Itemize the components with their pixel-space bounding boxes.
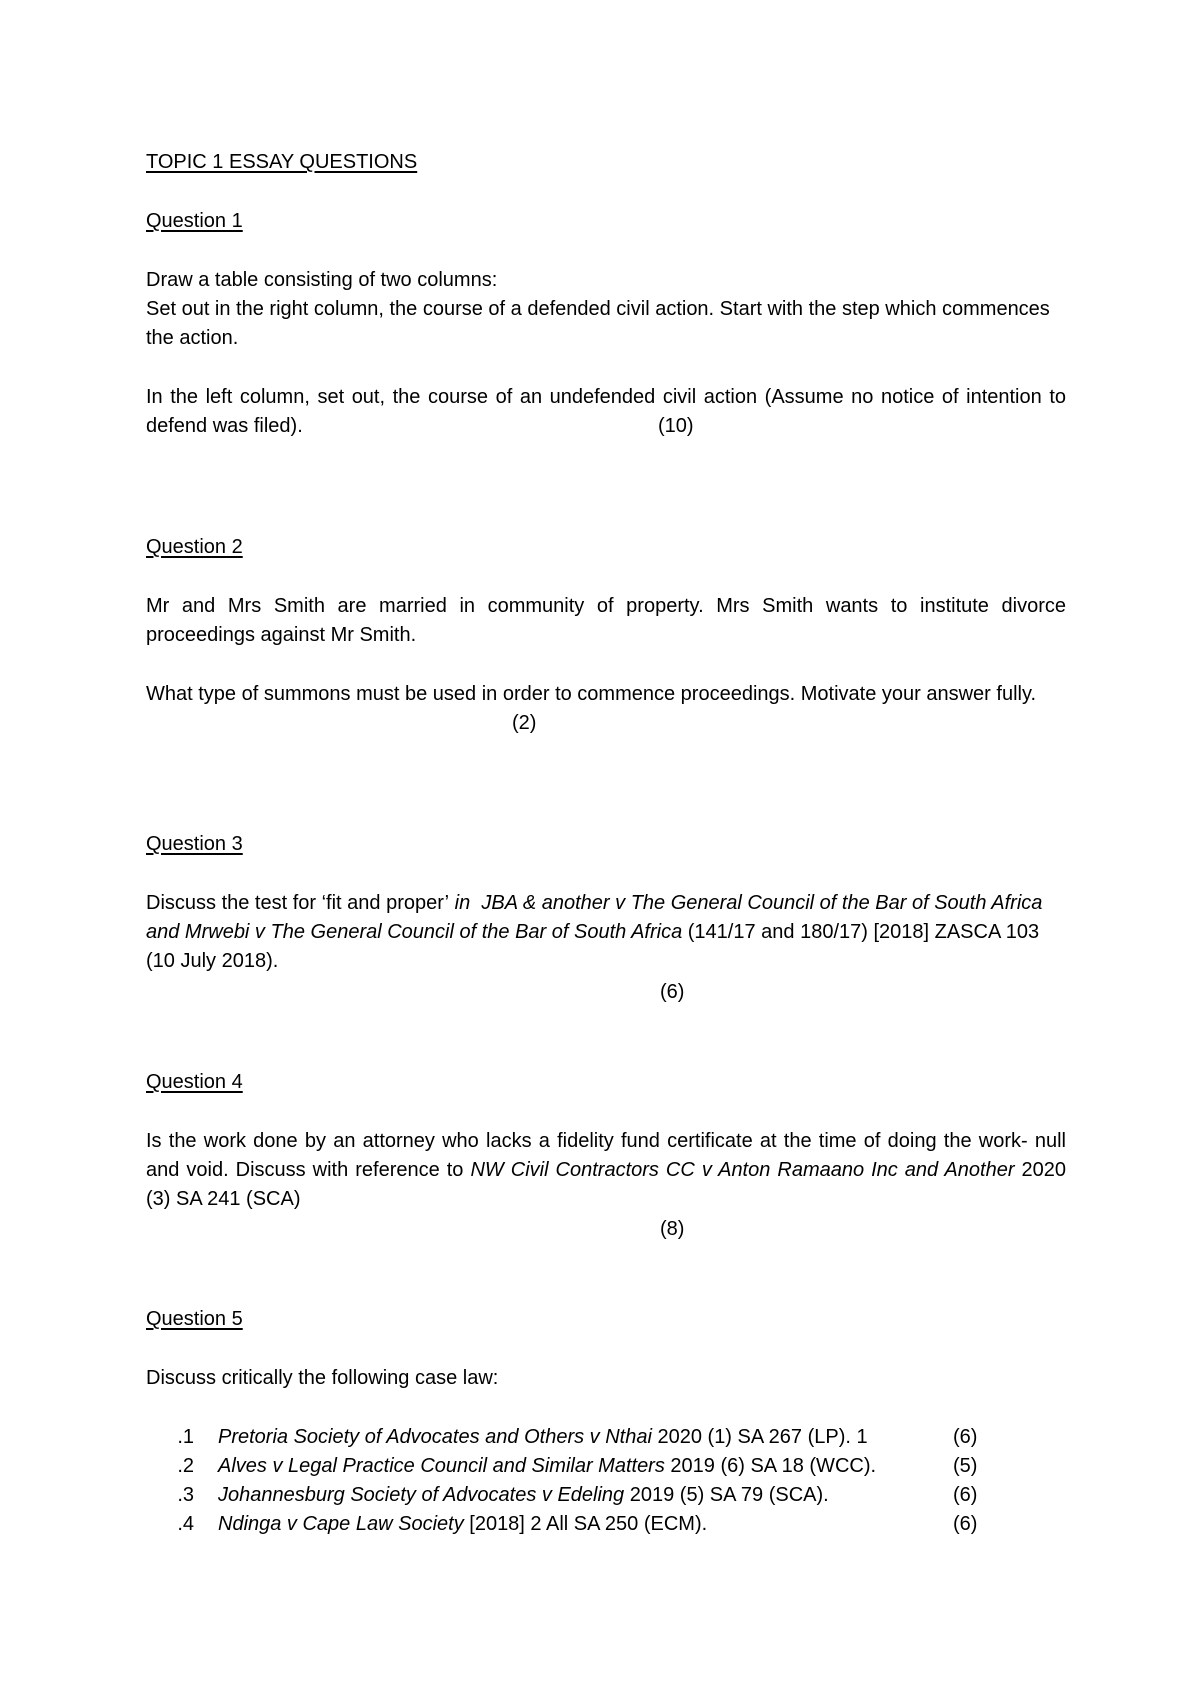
question-4-mark: (8) <box>660 1218 685 1240</box>
question-1-heading: Question 1 <box>146 210 243 232</box>
question-2-heading: Question 2 <box>146 536 243 558</box>
question-2-mark: (2) <box>512 712 537 734</box>
question-2-paragraph-1: Mr and Mrs Smith are married in community of property. Mrs Smith wants to institute divorce proceedings against Mr Smith. <box>146 595 1066 646</box>
question-3-text-b: in <box>449 892 476 914</box>
list-item-text <box>218 1510 707 1539</box>
case-law-list <box>146 1423 1066 1539</box>
question-4-citation: 2020 (3) SA 241 (SCA) <box>146 1159 1066 1210</box>
question-1-paragraph-2 <box>146 383 1066 441</box>
list-item: 2. Alves v Legal Practice Council and Similar Matters 2019 (6) SA 18 (WCC). (5) <box>146 1452 1066 1481</box>
list-item-text <box>218 1423 868 1452</box>
question-3-heading: Question 3 <box>146 833 243 855</box>
question-3-citation: (141/17 and 180/17) [2018] ZASCA 103 (10 July 2018). <box>146 921 1040 972</box>
question-5-heading: Question 5 <box>146 1308 243 1330</box>
question-4-paragraph <box>146 1127 1066 1214</box>
list-item-citation: 2020 (1) SA 267 (LP). 1 <box>651 1426 868 1448</box>
question-1-mark: (10) <box>658 415 694 437</box>
list-item: 3. Johannesburg Society of Advocates v Edeling 2019 (5) SA 79 (SCA). (6) <box>146 1481 1066 1510</box>
question-3-case-name: JBA & another v The General Council of the Bar of South Africa and Mrwebi v The General Council of the Bar of South Africa <box>146 892 1043 943</box>
list-item-text <box>218 1481 829 1510</box>
list-item-mark: (6) <box>953 1426 978 1448</box>
question-1-line: Draw a table consisting of two columns: <box>146 269 498 291</box>
list-item-citation: 2019 (6) SA 18 (WCC). <box>664 1455 877 1477</box>
list-item: 4. Ndinga v Cape Law Society [2018] 2 All SA 250 (ECM). (6) <box>146 1510 1066 1539</box>
question-3-mark: (6) <box>660 981 685 1003</box>
list-item-citation: 2019 (5) SA 79 (SCA). <box>624 1484 829 1506</box>
question-3-text-a: Discuss the test for ‘fit and proper’ <box>146 892 450 914</box>
list-item-mark: (6) <box>953 1513 978 1535</box>
list-item-case: Johannesburg Society of Advocates v Edeling <box>218 1484 625 1506</box>
question-2-paragraph-2: What type of summons must be used in order to commence proceedings. Motivate your answer fully. <box>146 683 1037 705</box>
question-1-paragraph-1: Set out in the right column, the course of a defended civil action. Start with the step which commences the action. <box>146 298 1050 349</box>
question-1-paragraph-2-text: In the left column, set out, the course of an undefended civil action (Assume no notice of intention to defend was filed). <box>146 386 1066 437</box>
list-item-case: Pretoria Society of Advocates and Others v Nthai <box>218 1426 652 1448</box>
list-item-mark: (5) <box>953 1455 978 1477</box>
list-item-text <box>218 1452 876 1481</box>
list-item-citation: [2018] 2 All SA 250 (ECM). <box>463 1513 708 1535</box>
list-item-case: Ndinga v Cape Law Society <box>218 1513 464 1535</box>
list-item-mark: (6) <box>953 1484 978 1506</box>
question-4-text-a: Is the work done by an attorney who lacks a fidelity fund certificate at the time of doing the work- null and void. Discuss with reference to <box>146 1130 1066 1181</box>
list-item: 1. Pretoria Society of Advocates and Others v Nthai 2020 (1) SA 267 (LP). 1 (6) <box>146 1423 1066 1452</box>
document-title: TOPIC 1 ESSAY QUESTIONS <box>146 151 418 173</box>
question-5-intro: Discuss critically the following case law: <box>146 1367 499 1389</box>
question-4-case-name: NW Civil Contractors CC v Anton Ramaano Inc and Another <box>470 1159 1015 1181</box>
list-item-case: Alves v Legal Practice Council and Similar Matters <box>218 1455 665 1477</box>
question-4-heading: Question 4 <box>146 1071 243 1093</box>
question-3-paragraph <box>146 889 1046 976</box>
